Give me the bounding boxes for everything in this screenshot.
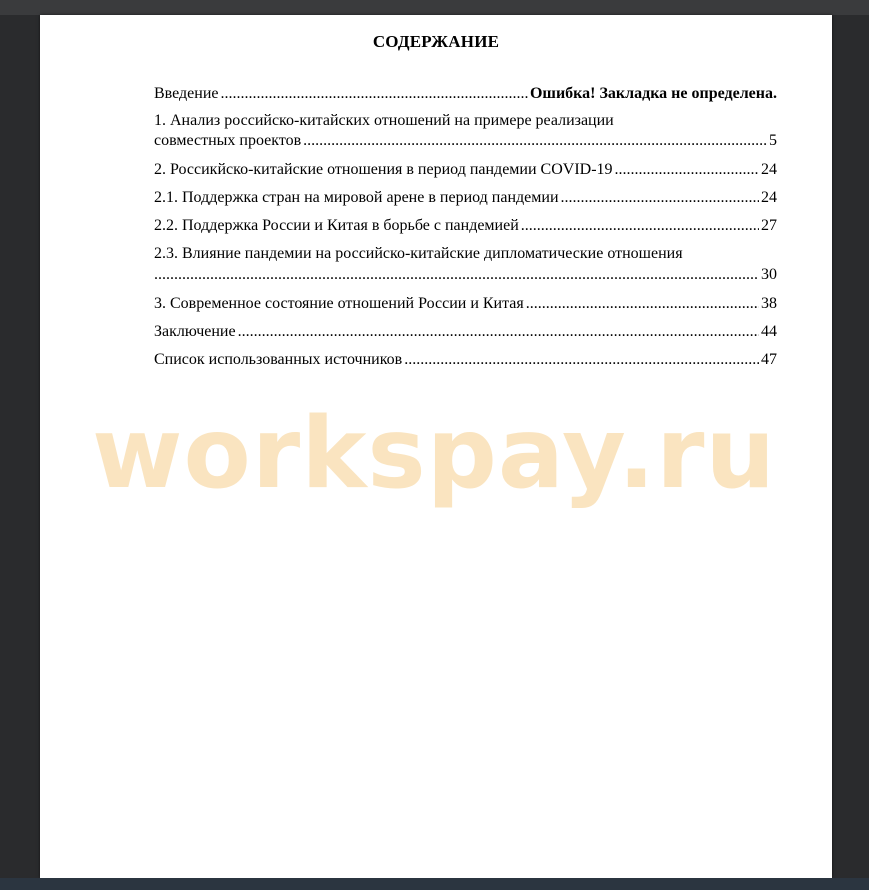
toc-leader-dots [561, 189, 759, 207]
toc-entry-2-3-line1[interactable]: 2.3. Влияние пандемии на российско-китайские дипломатические отношения [154, 245, 683, 262]
toc-entry-2-3[interactable] [154, 266, 777, 286]
toc-page-number: 47 [761, 351, 777, 368]
toc-bookmark-error: Ошибка! Закладка не определена. [529, 85, 777, 102]
toc-leader-dots [521, 217, 759, 235]
toc-leader-dots [303, 132, 767, 150]
toc-entry-label: 3. Современное состояние отношений России и Китая [154, 295, 524, 312]
toc-entry-1-line1[interactable]: 1. Анализ российско-китайских отношений на примере реализации [154, 112, 614, 129]
viewer-top-bar [0, 0, 869, 15]
toc-page-number: 24 [761, 189, 777, 206]
viewer-bottom-bar [0, 878, 869, 890]
toc-leader-dots [526, 295, 759, 313]
toc-entry-label: Введение [154, 85, 219, 102]
document-page [40, 15, 832, 878]
toc-page-number: 44 [761, 323, 777, 340]
toc-page-number: 38 [761, 295, 777, 312]
toc-entry-label: 2.2. Поддержка России и Китая в борьбе с пандемией [154, 217, 519, 234]
toc-title: СОДЕРЖАНИЕ [372, 32, 500, 51]
toc-leader-dots [615, 161, 759, 179]
toc-entry-2-1[interactable] [154, 189, 777, 209]
toc-leader-dots [221, 85, 528, 103]
toc-entry-3[interactable] [154, 295, 777, 315]
toc-entry-references[interactable] [154, 351, 777, 371]
toc-entry-introduction[interactable] [154, 85, 777, 105]
watermark: workspay.ru [92, 397, 777, 511]
toc-leader-dots [238, 323, 759, 341]
toc-entry-2-2[interactable] [154, 217, 777, 237]
toc-page-number: 27 [761, 217, 777, 234]
toc-entry-label: Список использованных источников [154, 351, 403, 368]
toc-entry-label: Заключение [154, 323, 236, 340]
toc-entry-2[interactable] [154, 161, 777, 181]
toc-leader-dots [404, 351, 759, 369]
toc-page-number: 30 [761, 266, 777, 283]
toc-page-number: 5 [769, 132, 777, 149]
toc-entry-label: 2.1. Поддержка стран на мировой арене в период пандемии [154, 189, 559, 206]
toc-page-number: 24 [761, 161, 777, 178]
toc-entry-label: 2. Россикйско-китайские отношения в период пандемии COVID-19 [154, 161, 613, 178]
toc-entry-conclusion[interactable] [154, 323, 777, 343]
toc-entry-1[interactable] [154, 132, 777, 152]
toc-leader-dots [154, 266, 759, 284]
toc-entry-label: совместных проектов [154, 132, 302, 149]
